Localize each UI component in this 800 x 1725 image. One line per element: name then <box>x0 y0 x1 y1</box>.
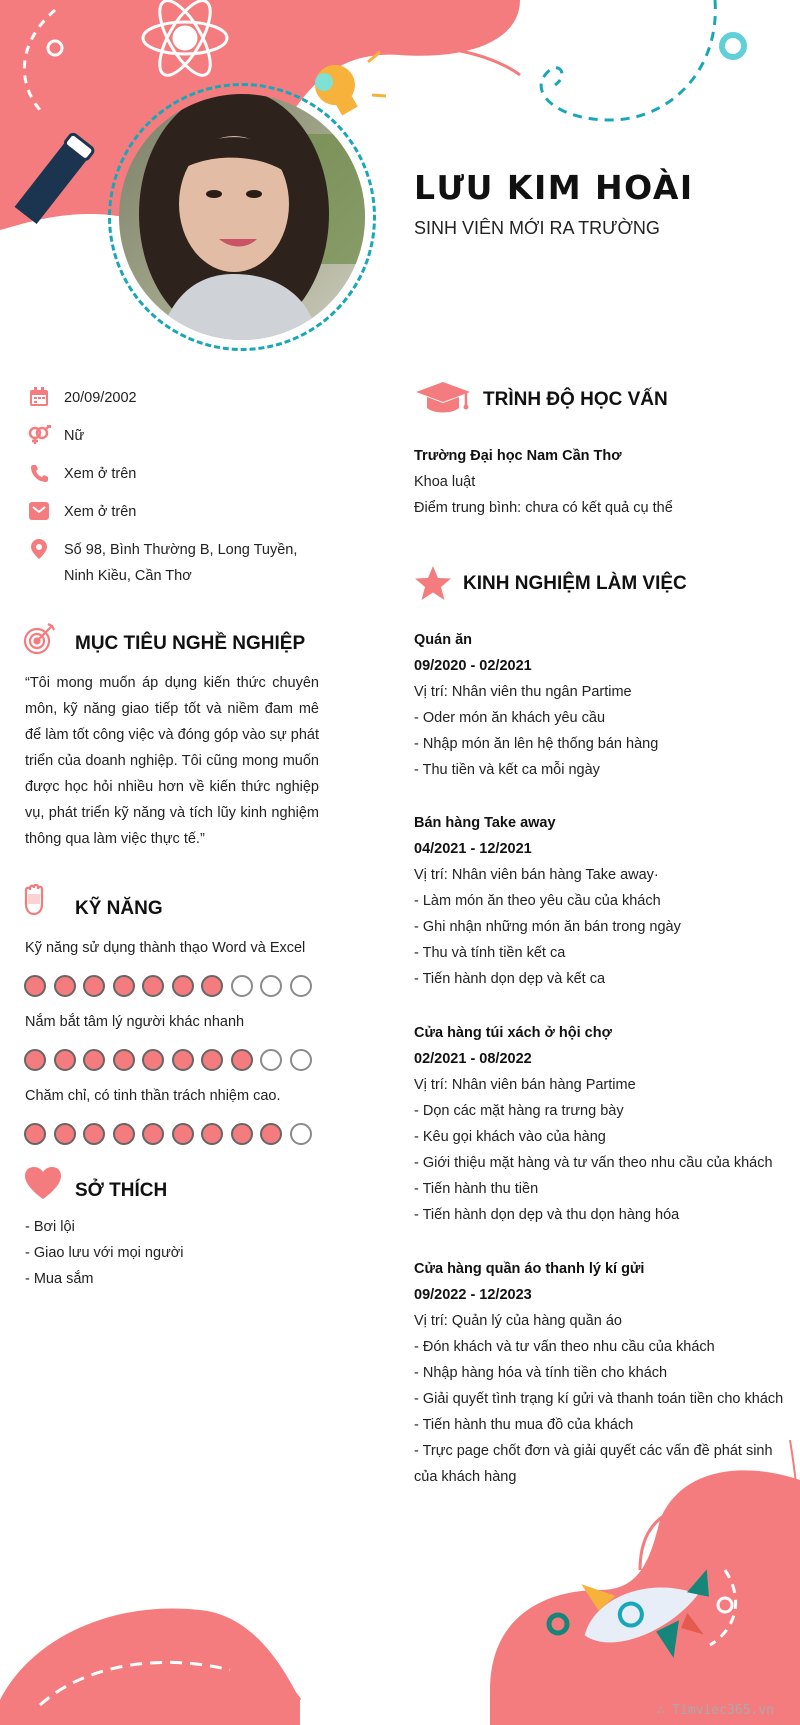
job-period: 02/2021 - 08/2022 <box>414 1051 532 1067</box>
skills-title: KỸ NĂNG <box>75 898 163 919</box>
school-name: Trường Đại học Nam Cần Thơ <box>414 448 622 464</box>
rating-dot-empty <box>290 1123 312 1145</box>
job-task: - Nhập hàng hóa và tính tiền cho khách <box>414 1365 668 1381</box>
rating-dot-filled <box>172 1049 194 1071</box>
rating-dot-empty <box>231 975 253 997</box>
skill-label: Chăm chỉ, có tinh thần trách nhiệm cao. <box>25 1088 281 1104</box>
rating-dot-filled <box>260 1123 282 1145</box>
birthdate-text: 20/09/2002 <box>64 390 137 406</box>
job-task: - Oder món ăn khách yêu cầu <box>414 710 606 726</box>
rating-dot-filled <box>24 1123 46 1145</box>
job-position: Vị trí: Nhân viên bán hàng Take away· <box>414 867 659 883</box>
job-task: - Kêu gọi khách vào của hàng <box>414 1129 606 1145</box>
skill-rating <box>24 1049 319 1071</box>
rating-dot-filled <box>83 1123 105 1145</box>
job-task: - Thu tiền và kết ca mỗi ngày <box>414 762 600 778</box>
major: Khoa luật <box>414 474 476 490</box>
contact-address <box>26 537 324 589</box>
rating-dot-filled <box>142 1049 164 1071</box>
location-pin-icon <box>26 537 52 561</box>
rating-dot-filled <box>142 975 164 997</box>
rating-dot-empty <box>290 1049 312 1071</box>
hobby-item: - Bơi lội <box>25 1219 75 1235</box>
teal-ring <box>722 35 744 57</box>
objective-title: MỤC TIÊU NGHỀ NGHIỆP <box>75 633 306 654</box>
rating-dot-filled <box>24 975 46 997</box>
skill-rating <box>24 1123 319 1145</box>
rating-dot-filled <box>172 1123 194 1145</box>
rating-dot-empty <box>290 975 312 997</box>
contact-gender <box>26 423 324 449</box>
job-task: - Ghi nhận những món ăn bán trong ngày <box>414 919 681 935</box>
rating-dot-filled <box>201 975 223 997</box>
hobbies-title: SỞ THÍCH <box>75 1180 168 1201</box>
rating-dot-filled <box>113 975 135 997</box>
job-task: - Tiến hành dọn dẹp và kết ca <box>414 971 606 987</box>
job-period: 04/2021 - 12/2021 <box>414 841 532 857</box>
contact-phone <box>26 461 324 487</box>
job-task: - Tiến hành thu mua đồ của khách <box>414 1417 634 1433</box>
job-entry <box>414 810 784 992</box>
address-text: Số 98, Bình Thường B, Long Tuyền, Ninh Kiều, Cần Thơ <box>64 542 298 584</box>
gender-icon <box>26 423 52 447</box>
rating-dot-filled <box>83 975 105 997</box>
education-block <box>414 443 784 521</box>
email-text: Xem ở trên <box>64 504 137 520</box>
job-company: Bán hàng Take away <box>414 815 556 831</box>
watermark: ∴ Timviec365.vn <box>656 1703 774 1718</box>
rating-dot-filled <box>231 1049 253 1071</box>
phone-text: Xem ở trên <box>64 466 137 482</box>
education-title: TRÌNH ĐỘ HỌC VẤN <box>483 389 668 410</box>
rating-dot-filled <box>231 1123 253 1145</box>
rating-dot-filled <box>83 1049 105 1071</box>
rating-dot-filled <box>54 1049 76 1071</box>
rating-dot-filled <box>113 1123 135 1145</box>
dashed-curve-right <box>541 0 715 120</box>
rating-dot-filled <box>54 1123 76 1145</box>
rating-dot-empty <box>260 1049 282 1071</box>
contact-email <box>26 499 324 525</box>
objective-text: “Tôi mong muốn áp dụng kiến thức chuyên môn, kỹ năng giao tiếp tốt và niềm đam mê để làm tốt công việc và đóng góp vào sự phát triển của doanh nghiệp. Tôi cũng mong muốn được học hỏi nhiều hơn về kiến thức nghiệp vụ, phát triển kỹ năng và tích lũy kinh nghiệm thông qua làm việc thực tế.” <box>25 675 319 847</box>
job-task: - Đón khách và tư vấn theo nhu cầu của khách <box>414 1339 715 1355</box>
heart-icon <box>24 1166 62 1205</box>
job-task: - Làm món ăn theo yêu cầu của khách <box>414 893 661 909</box>
target-icon <box>22 622 56 661</box>
profile-photo-frame <box>108 83 376 351</box>
contact-birthdate <box>26 385 324 411</box>
job-position: Vị trí: Nhân viên thu ngân Partime <box>414 684 632 700</box>
job-task: - Tiến hành thu tiền <box>414 1181 539 1197</box>
job-task: - Dọn các mặt hàng ra trưng bày <box>414 1103 624 1119</box>
bottom-left-blob <box>0 1608 300 1725</box>
rating-dot-filled <box>24 1049 46 1071</box>
job-entry <box>414 627 784 783</box>
job-company: Quán ăn <box>414 632 473 648</box>
job-task: - Nhập món ăn lên hệ thống bán hàng <box>414 736 659 752</box>
rating-dot-empty <box>260 975 282 997</box>
skill-label: Kỹ năng sử dụng thành thạo Word và Excel <box>25 940 306 956</box>
rating-dot-filled <box>54 975 76 997</box>
job-period: 09/2022 - 12/2023 <box>414 1287 532 1303</box>
rating-dot-filled <box>201 1049 223 1071</box>
job-company: Cửa hàng quần áo thanh lý kí gửi <box>414 1261 645 1277</box>
hobby-item: - Mua sắm <box>25 1271 94 1287</box>
star-icon <box>414 565 452 606</box>
candidate-role: SINH VIÊN MỚI RA TRƯỜNG <box>414 218 660 238</box>
gpa: Điểm trung bình: chưa có kết quả cụ thể <box>414 500 673 516</box>
hand-fist-icon <box>22 884 48 921</box>
job-task: - Trực page chốt đơn và giải quyết các vấn đề phát sinh của khách hàng <box>414 1443 773 1485</box>
phone-icon <box>26 461 52 485</box>
job-period: 09/2020 - 02/2021 <box>414 658 532 674</box>
profile-photo <box>119 94 365 340</box>
rating-dot-filled <box>201 1123 223 1145</box>
experience-title: KINH NGHIỆM LÀM VIỆC <box>463 573 687 594</box>
skill-rating <box>24 975 319 997</box>
calendar-icon <box>26 385 52 409</box>
hobby-item: - Giao lưu với mọi người <box>25 1245 184 1261</box>
job-position: Vị trí: Nhân viên bán hàng Partime <box>414 1077 636 1093</box>
skill-label: Nắm bắt tâm lý người khác nhanh <box>25 1014 245 1030</box>
gender-text: Nữ <box>64 428 85 444</box>
job-task: - Thu và tính tiền kết ca <box>414 945 566 961</box>
job-position: Vị trí: Quản lý của hàng quần áo <box>414 1313 622 1329</box>
graduation-cap-icon <box>414 380 472 421</box>
job-company: Cửa hàng túi xách ở hội chợ <box>414 1025 612 1041</box>
job-task: - Tiến hành dọn dẹp và thu dọn hàng hóa <box>414 1207 680 1223</box>
candidate-name: LƯU KIM HOÀI <box>414 168 694 207</box>
job-entry <box>414 1256 784 1490</box>
rating-dot-filled <box>172 975 194 997</box>
job-task: - Giải quyết tình trạng kí gửi và thanh toán tiền cho khách <box>414 1391 784 1407</box>
job-task: - Giới thiệu mặt hàng và tư vấn theo nhu cầu của khách <box>414 1155 773 1171</box>
rating-dot-filled <box>142 1123 164 1145</box>
job-entry <box>414 1020 784 1228</box>
email-icon <box>26 499 52 523</box>
rating-dot-filled <box>113 1049 135 1071</box>
